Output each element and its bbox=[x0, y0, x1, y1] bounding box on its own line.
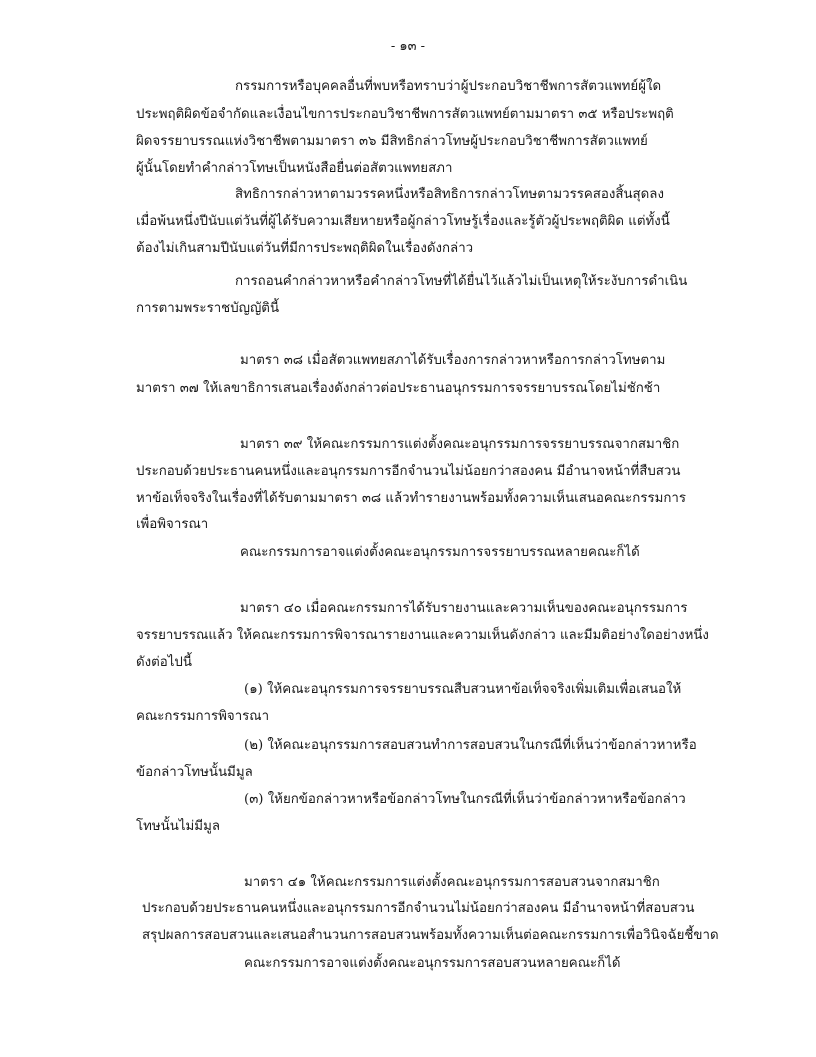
paragraph-line: สรุปผลการสอบสวนและเสนอสำนวนการสอบสวนพร้อมทั้งความเห็นต่อคณะกรรมการเพื่อวินิจฉัยชี้ขาด bbox=[142, 928, 719, 943]
paragraph-line: ประกอบด้วยประธานคนหนึ่งและอนุกรรมการอีกจำนวนไม่น้อยกว่าสองคน มีอำนาจหน้าที่สอบสวน bbox=[142, 901, 695, 916]
page-number: - ๑๓ - bbox=[390, 39, 426, 54]
paragraph-line: สิทธิการกล่าวหาตามวรรคหนึ่งหรือสิทธิการกล่าวโทษตามวรรคสองสิ้นสุดลง bbox=[235, 187, 664, 202]
list-item-3: (๓) ให้ยกข้อกล่าวหาหรือข้อกล่าวโทษในกรณีที่เห็นว่าข้อกล่าวหาหรือข้อกล่าว bbox=[244, 792, 686, 807]
paragraph-line: คณะกรรมการอาจแต่งตั้งคณะอนุกรรมการจรรยาบรรณหลายคณะก็ได้ bbox=[240, 545, 640, 560]
paragraph-line: ข้อกล่าวโทษนั้นมีมูล bbox=[136, 765, 253, 780]
paragraph-line: กรรมการหรือบุคคลอื่นที่พบหรือทราบว่าผู้ประกอบวิชาชีพการสัตวแพทย์ผู้ใด bbox=[235, 79, 662, 94]
paragraph-line: ประพฤติผิดข้อจำกัดและเงื่อนไขการประกอบวิชาชีพการสัตวแพทย์ตามมาตรา ๓๕ หรือประพฤติ bbox=[136, 107, 674, 122]
paragraph-line: หาข้อเท็จจริงในเรื่องที่ได้รับตามมาตรา ๓๘ แล้วทำรายงานพร้อมทั้งความเห็นเสนอคณะกรรมการ bbox=[136, 491, 687, 506]
paragraph-line: จรรยาบรรณแล้ว ให้คณะกรรมการพิจารณารายงานและความเห็นดังกล่าว และมีมติอย่างใดอย่างหนึ่ง bbox=[136, 628, 709, 643]
paragraph-line: เมื่อพ้นหนึ่งปีนับแต่วันที่ผู้ได้รับความเสียหายหรือผู้กล่าวโทษรู้เรื่องและรู้ตัวผู้ประพฤติผิด แต่ทั้งนี้ bbox=[136, 214, 670, 229]
paragraph-line: การถอนคำกล่าวหาหรือคำกล่าวโทษที่ได้ยื่นไว้แล้วไม่เป็นเหตุให้ระงับการดำเนิน bbox=[235, 274, 688, 289]
paragraph-line: ดังต่อไปนี้ bbox=[136, 655, 192, 670]
paragraph-line: คณะกรรมการอาจแต่งตั้งคณะอนุกรรมการสอบสวนหลายคณะก็ได้ bbox=[244, 956, 621, 971]
section-40-heading-line: มาตรา ๔๐ เมื่อคณะกรรมการได้รับรายงานและความเห็นของคณะอนุกรรมการ bbox=[240, 601, 688, 616]
paragraph-line: การตามพระราชบัญญัตินี้ bbox=[136, 301, 280, 316]
section-38-heading-line: มาตรา ๓๘ เมื่อสัตวแพทยสภาได้รับเรื่องการกล่าวหาหรือการกล่าวโทษตาม bbox=[240, 353, 666, 368]
list-item-2: (๒) ให้คณะอนุกรรมการสอบสวนทำการสอบสวนในกรณีที่เห็นว่าข้อกล่าวหาหรือ bbox=[244, 738, 697, 753]
section-39-heading-line: มาตรา ๓๙ ให้คณะกรรมการแต่งตั้งคณะอนุกรรมการจรรยาบรรณจากสมาชิก bbox=[240, 437, 680, 452]
list-item-1: (๑) ให้คณะอนุกรรมการจรรยาบรรณสืบสวนหาข้อเท็จจริงเพิ่มเติมเพื่อเสนอให้ bbox=[244, 682, 682, 697]
paragraph-line: เพื่อพิจารณา bbox=[136, 517, 209, 532]
paragraph-line: คณะกรรมการพิจารณา bbox=[136, 709, 270, 724]
paragraph-line: โทษนั้นไม่มีมูล bbox=[136, 819, 220, 834]
paragraph-line: ผู้นั้นโดยทำคำกล่าวโทษเป็นหนังสือยื่นต่อสัตวแพทยสภา bbox=[136, 161, 453, 176]
paragraph-line: ต้องไม่เกินสามปีนับแต่วันที่มีการประพฤติผิดในเรื่องดังกล่าว bbox=[136, 241, 474, 256]
paragraph-line: มาตรา ๓๗ ให้เลขาธิการเสนอเรื่องดังกล่าวต่อประธานอนุกรรมการจรรยาบรรณโดยไม่ชักช้า bbox=[136, 381, 661, 396]
paragraph-line: ประกอบด้วยประธานคนหนึ่งและอนุกรรมการอีกจำนวนไม่น้อยกว่าสองคน มีอำนาจหน้าที่สืบสวน bbox=[136, 464, 681, 479]
paragraph-line: ผิดจรรยาบรรณแห่งวิชาชีพตามมาตรา ๓๖ มีสิทธิกล่าวโทษผู้ประกอบวิชาชีพการสัตวแพทย์ bbox=[136, 134, 648, 149]
section-41-heading-line: มาตรา ๔๑ ให้คณะกรรมการแต่งตั้งคณะอนุกรรมการสอบสวนจากสมาชิก bbox=[244, 875, 660, 890]
